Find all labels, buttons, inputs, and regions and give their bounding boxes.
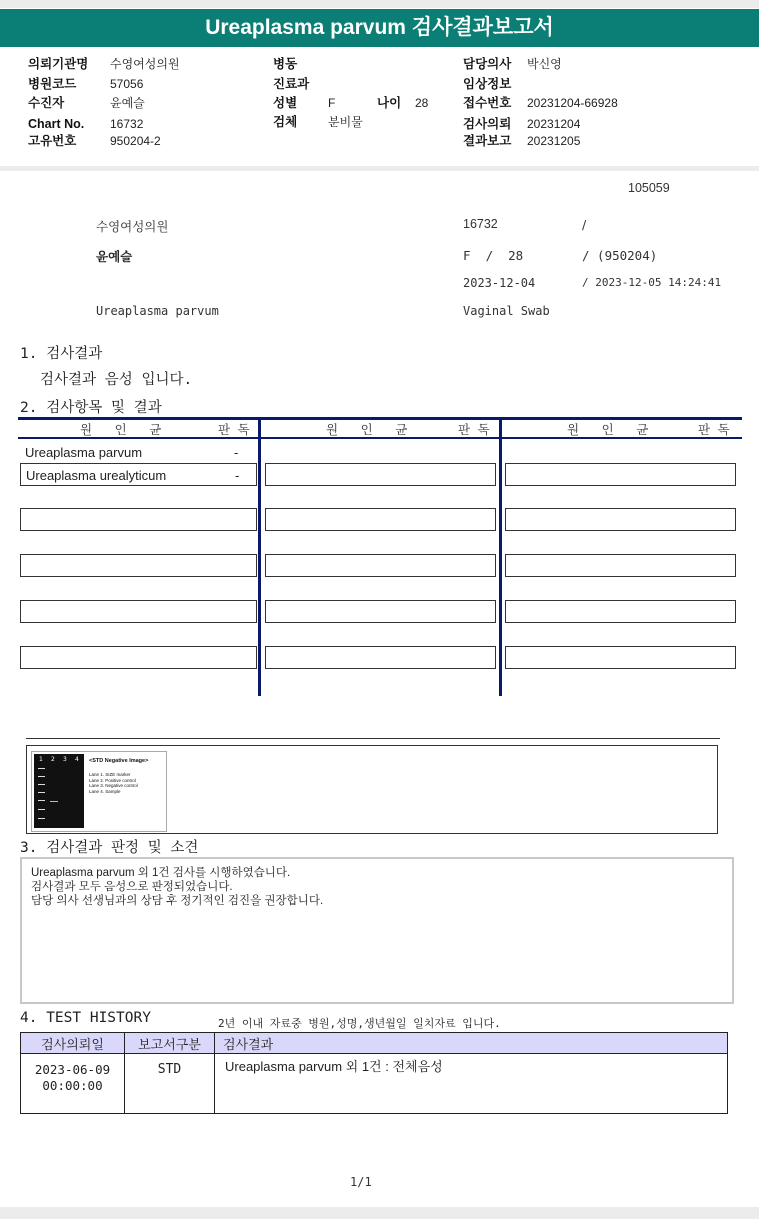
unique-label: 고유번호 (28, 134, 77, 148)
marker-band (38, 800, 45, 801)
marker-band (38, 784, 45, 785)
summary-patient: 윤예슬 (96, 249, 133, 264)
chart-label: Chart No. (28, 117, 85, 131)
result-value: 20231205 (527, 134, 581, 148)
top-strip (0, 0, 759, 8)
row-2-result: - (235, 468, 240, 483)
unique-value: 950204-2 (110, 134, 161, 148)
gel-legend-item: Lane 2. Positive control (89, 777, 136, 783)
gel-legend-item: Lane 3. Negative control (89, 783, 138, 788)
chart-value: 16732 (110, 117, 144, 131)
row-2-name: Ureaplasma urealyticum (26, 468, 167, 483)
empty-cell (265, 600, 496, 623)
col-pathogen-3: 원 인 균 (567, 422, 649, 437)
gel-legend (89, 772, 138, 794)
empty-cell (20, 600, 257, 623)
section4-heading: 4. TEST HISTORY (20, 1010, 151, 1026)
gel-legend-item: Lane 1. SIZE marker (89, 772, 131, 777)
page-number: 1/1 (350, 1175, 372, 1189)
patient-label: 수진자 (28, 96, 65, 110)
report-title: Ureaplasma parvum 검사결과보고서 (0, 9, 759, 47)
summary-report-datetime: / 2023-12-05 14:24:41 (582, 276, 722, 289)
summary-chart: 16732 (463, 217, 498, 231)
age-value: 28 (415, 96, 429, 110)
empty-cell (505, 646, 736, 669)
row-2-cell-col2 (265, 463, 496, 486)
history-type: STD (125, 1054, 215, 1114)
receipt-label: 접수번호 (463, 96, 512, 110)
gel-image-thumbnail (31, 751, 167, 832)
empty-cell (20, 508, 257, 531)
history-row (21, 1054, 728, 1114)
row-2-cell (20, 463, 257, 486)
summary-hospital: 수영여성의원 (96, 219, 169, 234)
row-2-cell-col3 (505, 463, 736, 486)
opinion-line-3: 담당 의사 선생님과의 상담 후 정기적인 검진을 권장합니다. (31, 895, 324, 907)
sex-label: 성별 (273, 96, 298, 110)
marker-band (38, 809, 45, 810)
marker-band (38, 768, 45, 769)
code-value: 57056 (110, 77, 144, 91)
request-label: 검사의뢰 (463, 117, 512, 131)
marker-band (38, 818, 45, 819)
history-date: 2023-06-09 (34, 1062, 111, 1077)
age-label: 나이 (377, 96, 402, 110)
col-reading-3: 판 독 (698, 422, 730, 437)
summary-sex-age: F / 28 (463, 248, 524, 263)
summary-birth: / (950204) (582, 248, 658, 263)
request-value: 20231204 (527, 117, 581, 131)
clinical-label: 임상정보 (463, 77, 512, 91)
empty-cell (505, 554, 736, 577)
section2-heading: 2. 검사항목 및 결과 (20, 400, 162, 416)
summary-test-name: Ureaplasma parvum (96, 304, 219, 318)
summary-slash: / (582, 217, 587, 232)
table-divider-2 (499, 419, 502, 696)
receipt-value: 20231204-66928 (527, 96, 618, 110)
history-col-date: 검사의뢰일 (21, 1033, 125, 1054)
specimen-label: 검체 (273, 115, 298, 129)
history-note: 2년 이내 자료중 병원,성명,생년월일 일치자료 입니다. (218, 1017, 501, 1030)
history-col-result: 검사결과 (215, 1033, 728, 1054)
section1-heading: 1. 검사결과 (20, 346, 103, 362)
history-result: Ureaplasma parvum 외 1건 : 전체음성 (215, 1054, 728, 1114)
history-col-type: 보고서구분 (125, 1033, 215, 1054)
summary-specimen: Vaginal Swab (463, 304, 550, 318)
opinion-box (20, 857, 734, 1004)
hospital-value: 수영여성의원 (110, 57, 180, 71)
patient-value: 윤예슬 (110, 96, 145, 110)
specimen-value: 분비물 (328, 115, 363, 129)
history-table-grid (20, 1032, 728, 1114)
lane-2-label: 2 (51, 756, 55, 763)
history-date-cell (21, 1054, 125, 1114)
header-divider (0, 166, 759, 171)
empty-cell (265, 508, 496, 531)
report-id: 105059 (628, 181, 670, 195)
opinion-line-2: 검사결과 모두 음성으로 판정되었습니다. (31, 881, 233, 893)
col-pathogen-2: 원 인 균 (326, 422, 408, 437)
lane-4-label: 4 (75, 756, 79, 763)
section1-text: 검사결과 음성 입니다. (40, 372, 193, 388)
doctor-value: 박신영 (527, 57, 562, 71)
history-time: 00:00:00 (42, 1078, 103, 1093)
sex-value: F (328, 96, 336, 110)
marker-band (38, 792, 45, 793)
opinion-line-1: Ureaplasma parvum 외 1건 검사를 시행하였습니다. (31, 867, 291, 879)
doctor-label: 담당의사 (463, 57, 512, 71)
table-divider-1 (258, 419, 261, 696)
empty-cell (505, 508, 736, 531)
summary-request-date: 2023-12-04 (463, 276, 536, 290)
marker-band (38, 776, 45, 777)
bottom-strip (0, 1207, 759, 1219)
col-reading-2: 판 독 (458, 422, 490, 437)
section3-heading: 3. 검사결과 판정 및 소견 (20, 840, 199, 856)
gel-legend-item: Lane 4. Sample (89, 788, 121, 794)
gel-title: <STD Negative Image> (89, 758, 149, 764)
empty-cell (20, 646, 257, 669)
ward-label: 병동 (273, 57, 298, 71)
row-1-name: Ureaplasma parvum (25, 445, 143, 460)
history-header-row (21, 1033, 728, 1054)
empty-cell (505, 600, 736, 623)
lane-1-label: 1 (39, 756, 43, 763)
positive-control-band (50, 801, 58, 802)
row-1-result: - (234, 445, 239, 460)
empty-cell (20, 554, 257, 577)
result-label: 결과보고 (463, 134, 512, 148)
col-pathogen-1: 원 인 균 (80, 422, 162, 437)
image-top-rule (26, 738, 720, 739)
empty-cell (265, 554, 496, 577)
code-label: 병원코드 (28, 77, 77, 91)
col-reading-1: 판 독 (218, 422, 250, 437)
lane-3-label: 3 (63, 756, 67, 763)
dept-label: 진료과 (273, 77, 310, 91)
history-table (20, 1032, 728, 1114)
gel-image (34, 754, 84, 828)
empty-cell (265, 646, 496, 669)
hospital-label: 의뢰기관명 (28, 57, 89, 71)
